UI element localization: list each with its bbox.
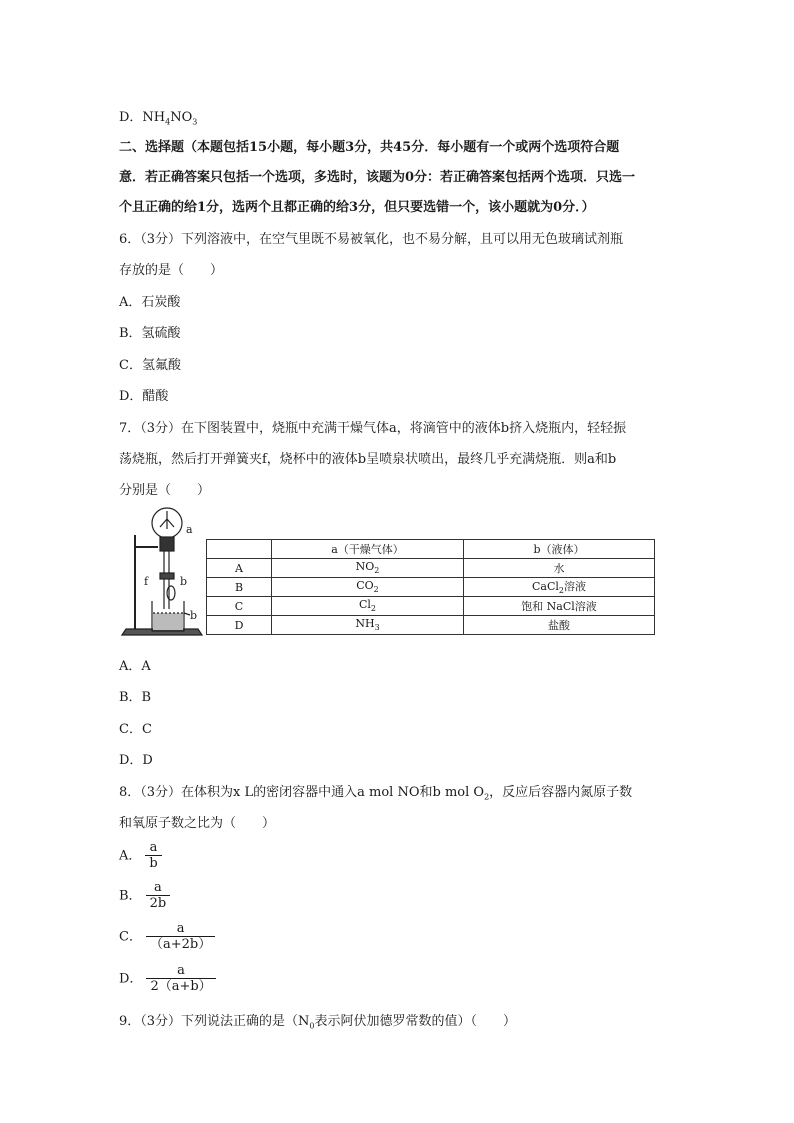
gas-cell: $NO_2$ (272, 559, 464, 578)
q8-stem-line2: 和氧原子数之比为（ ） (119, 816, 276, 831)
figure-label-f: f (144, 575, 149, 588)
q7-stem-line1: 7．（3分）在下图装置中，烧瓶中充满干燥气体a，将滴管中的液体b挤入烧瓶内，轻轻振 (119, 421, 627, 436)
figure-label-a: a (186, 523, 193, 536)
fraction: $\frac{a}{(a+2b)}$ (146, 921, 215, 953)
q7-option-a: A．A (119, 659, 151, 674)
q7-option-d: D．D (119, 753, 153, 768)
table-header-row (207, 540, 655, 559)
fraction: $\frac{a}{b}$ (145, 840, 161, 872)
section2-line1: 二、选择题（本题包括15小题，每小题3分，共45分．每小题有一个或两个选项符合题 (119, 140, 620, 155)
table-row (207, 616, 655, 635)
q7-stem-line2: 荡烧瓶，然后打开弹簧夹f，烧杯中的液体b呈喷泉状喷出，最终几乎充满烧瓶．则a和b (119, 452, 617, 467)
q7-options-table (206, 539, 655, 635)
liquid-cell: CaCl$_2$溶液 (464, 578, 655, 597)
q6-option-b: B．氢硫酸 (119, 326, 181, 341)
gas-cell: $NH_3$ (272, 616, 464, 635)
q6-option-d: D．醋酸 (119, 389, 169, 404)
figure-label-b-top: b (180, 575, 188, 588)
liquid-cell: 水 (464, 559, 655, 578)
q8-option-a: A． $\frac{a}{b}$ (119, 840, 162, 872)
q7-stem-line3: 分别是（ ） (119, 483, 211, 498)
q7-option-b: B．B (119, 690, 152, 705)
row-label: D (207, 616, 272, 635)
q8-stem-line1: 8．（3分）在体积为x L的密闭容器中通入a mol NO和b mol $O_2$，反应后容器内氮原子数 (119, 785, 633, 802)
row-label: C (207, 597, 272, 616)
q9-stem: 9．（3分）下列说法正确的是（$N_0$表示阿伏加德罗常数的值）（ ） (119, 1014, 517, 1031)
fraction: $\frac{a}{2(a+b)}$ (146, 963, 215, 995)
table-row (207, 578, 655, 597)
prev-option-d: D．$NH_4NO_3$ (119, 110, 198, 127)
q6-option-a: A．石炭酸 (119, 295, 181, 310)
q8-option-c: C． $\frac{a}{(a+2b)}$ (119, 921, 215, 953)
q6-stem-line2: 存放的是（ ） (119, 263, 224, 278)
fraction: $\frac{a}{2b}$ (146, 880, 171, 912)
row-label: A (207, 559, 272, 578)
fountain-apparatus-figure (118, 505, 204, 645)
gas-cell: $CO_2$ (272, 578, 464, 597)
q6-option-c: C．氢氟酸 (119, 358, 181, 373)
q8-option-b: B． $\frac{a}{2b}$ (119, 880, 170, 912)
figure-label-b-bottom: b (190, 609, 198, 622)
liquid-cell: 盐酸 (464, 616, 655, 635)
gas-cell: $Cl_2$ (272, 597, 464, 616)
section2-line3: 个且正确的给1分，选两个且都正确的给3分，但只要选错一个，该小题就为0分．） (119, 200, 595, 215)
q6-stem-line1: 6．（3分）下列溶液中，在空气里既不易被氧化，也不易分解，且可以用无色玻璃试剂瓶 (119, 232, 624, 247)
q8-option-d: D． $\frac{a}{2(a+b)}$ (119, 963, 216, 995)
table-row (207, 559, 655, 578)
table-header-cell: a（干燥气体） (272, 540, 464, 559)
table-header-cell (207, 540, 272, 559)
q7-option-c: C．C (119, 722, 152, 737)
row-label: B (207, 578, 272, 597)
table-header-cell: b（液体） (464, 540, 655, 559)
liquid-cell: 饱和 NaCl溶液 (464, 597, 655, 616)
table-row (207, 597, 655, 616)
section2-line2: 意．若正确答案只包括一个选项，多选时，该题为0分：若正确答案包括两个选项．只选一 (119, 170, 636, 185)
